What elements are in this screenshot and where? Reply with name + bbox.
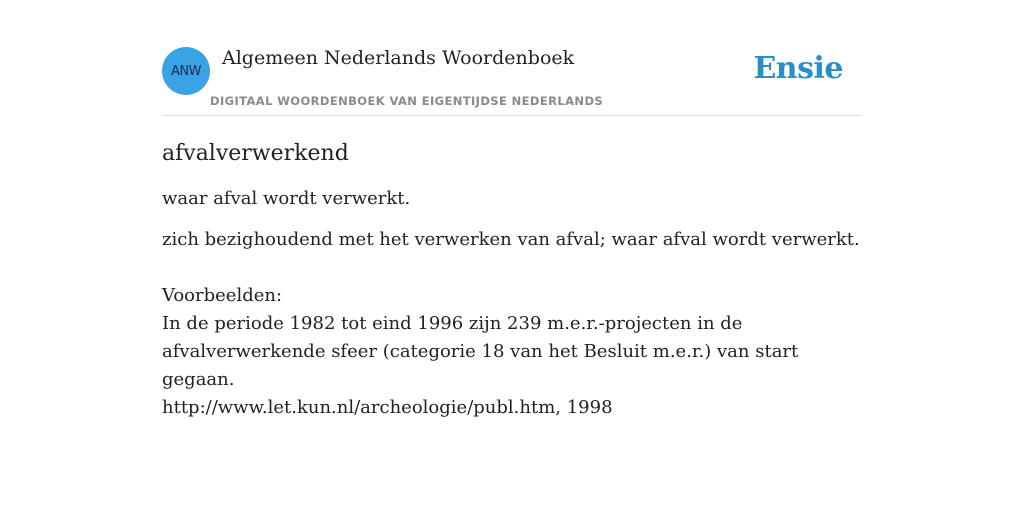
ensie-brand-logo[interactable]: Ensie — [753, 51, 843, 86]
examples-section — [162, 282, 862, 422]
example-source: http://www.let.kun.nl/archeologie/publ.htm, 1998 — [162, 397, 613, 418]
site-title[interactable]: Algemeen Nederlands Woordenboek — [222, 47, 575, 69]
examples-label: Voorbeelden: — [162, 285, 283, 306]
header — [162, 45, 862, 116]
example-text: In de periode 1982 tot eind 1996 zijn 239 m.e.r.-projecten in de afvalverwerkende sfeer (categorie 18 van het Besluit m.e.r.) van start gegaan. — [162, 313, 799, 390]
page — [162, 0, 862, 422]
definition-long: zich bezighoudend met het verwerken van afval; waar afval wordt verwerkt. — [162, 229, 860, 250]
site-subtitle: DIGITAAL WOORDENBOEK VAN EIGENTIJDSE NEDERLANDS — [210, 94, 604, 108]
definition-short: waar afval wordt verwerkt. — [162, 188, 411, 209]
logo-text: ANW — [171, 63, 201, 79]
anw-logo[interactable] — [162, 47, 210, 95]
entry-headword: afvalverwerkend — [162, 141, 349, 166]
